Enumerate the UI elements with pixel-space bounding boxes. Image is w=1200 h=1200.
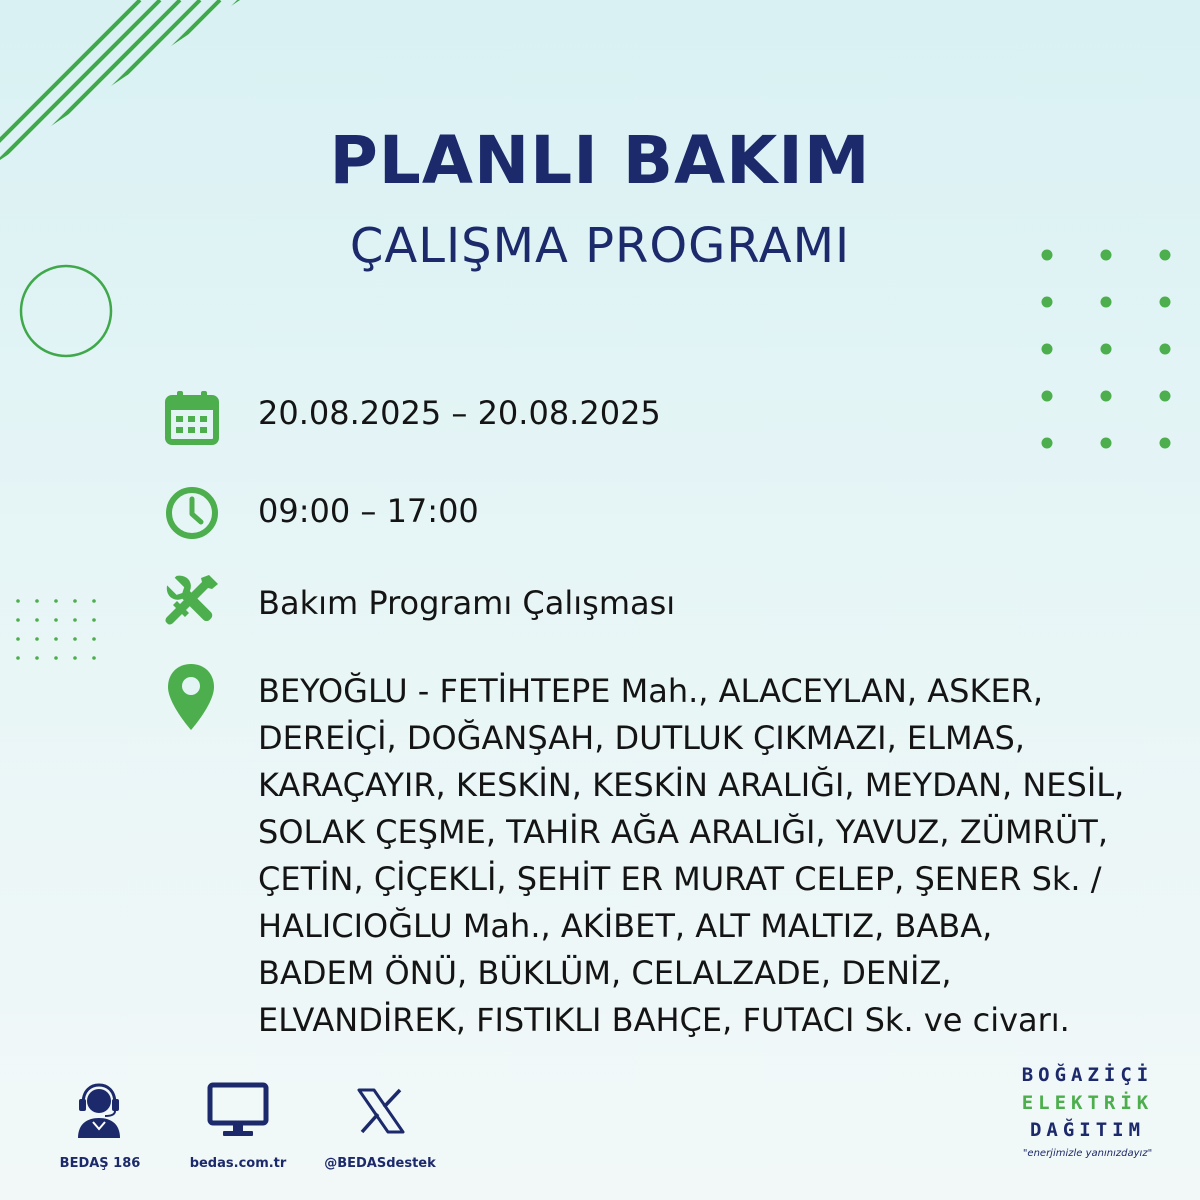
dot: [54, 656, 58, 660]
dot: [92, 656, 96, 660]
address-line: BEYOĞLU - FETİHTEPE Mah., ALACEYLAN, ASKER,: [258, 672, 1044, 710]
dot: [16, 656, 20, 660]
headset-agent-icon: [72, 1082, 126, 1138]
dot: [73, 599, 77, 603]
address-line: BADEM ÖNÜ, BÜKLÜM, CELALZADE, DENİZ,: [258, 954, 952, 992]
dot: [54, 599, 58, 603]
dot: [1042, 344, 1053, 355]
dot: [35, 637, 39, 641]
date-range: 20.08.2025 – 20.08.2025: [258, 394, 661, 432]
dot: [1160, 344, 1171, 355]
dot: [16, 637, 20, 641]
dot: [54, 618, 58, 622]
address-line: ELVANDİREK, FISTIKLI BAHÇE, FUTACI Sk. ve civarı.: [258, 1001, 1070, 1039]
dot: [1160, 391, 1171, 402]
dot: [1042, 438, 1053, 449]
logo-line-3: DAĞITIM: [1029, 1119, 1146, 1141]
dot: [73, 637, 77, 641]
dot: [92, 599, 96, 603]
dot: [35, 599, 39, 603]
address-line: SOLAK ÇEŞME, TAHİR AĞA ARALIĞI, YAVUZ, ZÜMRÜT,: [258, 813, 1109, 851]
dot: [54, 637, 58, 641]
address-line: KARAÇAYIR, KESKİN, KESKİN ARALIĞI, MEYDAN, NESİL,: [258, 766, 1125, 804]
x-logo-icon: [356, 1088, 406, 1134]
dot: [1101, 297, 1112, 308]
dot: [1160, 438, 1171, 449]
social-label: @BEDASdestek: [324, 1156, 436, 1171]
phone-label: BEDAŞ 186: [59, 1156, 141, 1171]
dot: [1101, 391, 1112, 402]
logo-line-2: ELEKTRİK: [1021, 1092, 1154, 1114]
dot: [1042, 297, 1053, 308]
dot: [16, 618, 20, 622]
calendar-icon: [165, 390, 219, 446]
circle-decoration: [18, 263, 114, 359]
dot: [73, 656, 77, 660]
tools-icon: [165, 572, 221, 628]
address-list: [258, 668, 1188, 1044]
dot: [35, 656, 39, 660]
dot: [1101, 438, 1112, 449]
address-line: DEREİÇİ, DOĞANŞAH, DUTLUK ÇIKMAZI, ELMAS,: [258, 719, 1025, 757]
map-pin-icon: [166, 662, 216, 732]
logo-tagline: "enerjimizle yanınızdayız": [1022, 1148, 1153, 1159]
dot: [1101, 344, 1112, 355]
logo-line-1: BOĞAZİÇİ: [1021, 1064, 1154, 1086]
monitor-icon: [207, 1082, 269, 1138]
dot: [73, 618, 77, 622]
work-type: Bakım Programı Çalışması: [258, 584, 676, 622]
clock-icon: [165, 486, 219, 540]
dot-grid-left: [12, 595, 112, 665]
dot: [92, 637, 96, 641]
time-range: 09:00 – 17:00: [258, 492, 479, 530]
address-line: HALICIOĞLU Mah., AKİBET, ALT MALTIZ, BABA,: [258, 907, 993, 945]
address-line: ÇETİN, ÇİÇEKLİ, ŞEHİT ER MURAT CELEP, ŞENER Sk. /: [258, 860, 1102, 898]
website-label: bedas.com.tr: [189, 1156, 287, 1171]
dot: [16, 599, 20, 603]
dot: [1160, 297, 1171, 308]
page-title: PLANLI BAKIM: [329, 122, 871, 199]
dot: [1042, 391, 1053, 402]
page-subtitle: ÇALIŞMA PROGRAMI: [349, 218, 851, 274]
dot: [35, 618, 39, 622]
dot: [92, 618, 96, 622]
